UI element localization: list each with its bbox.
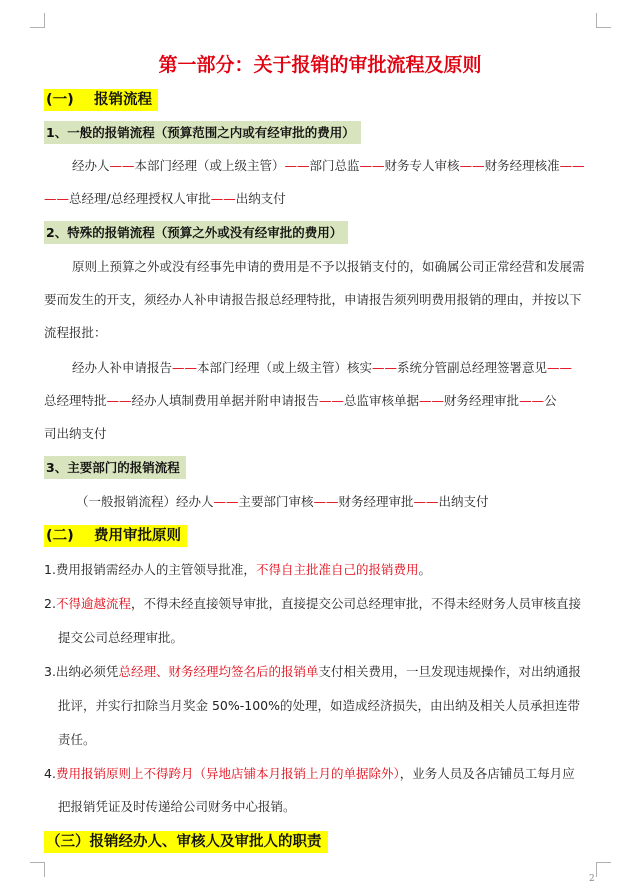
principle-number: 2. bbox=[44, 596, 56, 611]
flow-dash: —— bbox=[319, 393, 345, 408]
flow-step: 公 bbox=[544, 393, 557, 408]
principle-item-4 bbox=[44, 765, 575, 783]
flow-dash: —— bbox=[284, 158, 310, 173]
page-title: 第一部分：关于报销的审批流程及原则 bbox=[158, 54, 482, 76]
principle-emphasis: 不得自主批准自己的报销费用 bbox=[255, 562, 419, 577]
flow-step: 系统分管副总经理签署意见 bbox=[397, 360, 548, 375]
sub3-heading-row bbox=[44, 459, 186, 477]
flow-step: 经办人 bbox=[72, 158, 110, 173]
flow-step: 总经理/总经理授权人审批 bbox=[69, 191, 211, 206]
section2-heading: (二) 费用审批原则 bbox=[44, 525, 187, 547]
flow-dash: —— bbox=[172, 360, 198, 375]
flow-dash: —— bbox=[413, 494, 439, 509]
flow-step: 经办人填制费用单据并附申请报告 bbox=[131, 393, 320, 408]
flow-dash: —— bbox=[44, 191, 69, 206]
section1-heading-row bbox=[44, 91, 158, 109]
flow-dash: —— bbox=[547, 360, 573, 375]
section2-heading-row bbox=[44, 527, 187, 545]
principle-item-4-cont: 把报销凭证及时传递给公司财务中心报销。 bbox=[58, 799, 296, 814]
principle-item-3 bbox=[44, 663, 581, 681]
crop-mark-bottom-left bbox=[30, 862, 45, 877]
flow-dash: —— bbox=[313, 494, 339, 509]
principle-text: 1.费用报销需经办人的主管领导批准， bbox=[44, 562, 256, 577]
special-para-line-3: 流程报批： bbox=[44, 325, 107, 340]
flow-step: 出纳支付 bbox=[235, 191, 286, 206]
crop-mark-bottom-right bbox=[596, 862, 611, 877]
section1-heading: (一) 报销流程 bbox=[44, 89, 158, 111]
flow-step: 经办人补申请报告 bbox=[72, 360, 173, 375]
crop-mark-top-right bbox=[596, 13, 611, 28]
flow-dash: —— bbox=[109, 158, 135, 173]
flow-step: 财务经理审批 bbox=[338, 494, 414, 509]
flow-step: 部门总监 bbox=[309, 158, 360, 173]
principle-item-3-cont-2: 责任。 bbox=[58, 732, 96, 747]
flow-step: 财务专人审核 bbox=[384, 158, 460, 173]
principle-text: 支付相关费用，一旦发现违规操作，对出纳通报 bbox=[318, 664, 581, 679]
principle-item-2 bbox=[44, 595, 581, 613]
principle-text: ，不得未经直接领导审批，直接提交公司总经理审批，不得未经财务人员审核直接 bbox=[130, 596, 581, 611]
section3-heading-row bbox=[44, 833, 328, 851]
crop-mark-top-left bbox=[30, 13, 45, 28]
principle-emphasis: 不得逾越流程 bbox=[55, 596, 131, 611]
flow-step: 财务经理审批 bbox=[444, 393, 520, 408]
flow-step: 主要部门审核 bbox=[238, 494, 314, 509]
flow-dash: —— bbox=[210, 191, 236, 206]
principle-number: 4. bbox=[44, 766, 56, 781]
flow-dash: —— bbox=[106, 393, 132, 408]
special-flow-line-3: 司出纳支付 bbox=[44, 426, 107, 441]
principle-text: 3.出纳必须凭 bbox=[44, 664, 119, 679]
flow-dash: —— bbox=[419, 393, 445, 408]
flow-step: 本部门经理（或上级主管）核实 bbox=[197, 360, 373, 375]
special-para-line-1: 原则上预算之外或没有经事先申请的费用是不予以报销支付的，如确属公司正常经营和发展需 bbox=[72, 259, 585, 274]
flow-step: 财务经理核准 bbox=[484, 158, 560, 173]
flow-step: 本部门经理（或上级主管） bbox=[134, 158, 285, 173]
flow-dash: —— bbox=[459, 158, 485, 173]
flow-dash: —— bbox=[559, 158, 585, 173]
special-flow-line-2 bbox=[44, 392, 557, 410]
sub3-heading: 3、主要部门的报销流程 bbox=[44, 456, 186, 479]
flow-dash: —— bbox=[372, 360, 398, 375]
principle-item-2-cont: 提交公司总经理审批。 bbox=[58, 630, 184, 645]
special-para-line-2: 要而发生的开支，须经办人补申请报告报总经理特批，申请报告须列明费用报销的理由，并按以下 bbox=[44, 292, 582, 307]
flow-dash: —— bbox=[213, 494, 239, 509]
flow-step: 总经理特批 bbox=[44, 393, 107, 408]
sub1-heading-row bbox=[44, 124, 361, 142]
flow-dash: —— bbox=[519, 393, 545, 408]
flow-dash: —— bbox=[359, 158, 385, 173]
sub1-heading: 1、一般的报销流程（预算范围之内或有经审批的费用） bbox=[44, 121, 361, 144]
principle-emphasis: 费用报销原则上不得跨月（异地店铺本月报销上月的单据除外） bbox=[55, 766, 400, 781]
sub2-heading: 2、特殊的报销流程（预算之外或没有经审批的费用） bbox=[44, 221, 348, 244]
page-number: 2 bbox=[589, 874, 595, 884]
principle-item-3-cont-1: 批评，并实行扣除当月奖金 50%-100%的处理，如造成经济损失，由出纳及相关人员承担连带 bbox=[58, 698, 581, 713]
flow-step: 出纳支付 bbox=[438, 494, 489, 509]
special-flow-line-1 bbox=[72, 359, 572, 377]
flow-step: （一般报销流程）经办人 bbox=[76, 494, 214, 509]
general-flow-line-1 bbox=[72, 157, 585, 175]
principle-text: 。 bbox=[418, 562, 431, 577]
principle-item-1 bbox=[44, 561, 431, 579]
principle-emphasis: 总经理、财务经理均签名后的报销单 bbox=[118, 664, 319, 679]
main-dept-flow-line bbox=[76, 493, 489, 511]
section3-heading: （三）报销经办人、审核人及审批人的职责 bbox=[44, 831, 328, 853]
sub2-heading-row bbox=[44, 224, 348, 242]
principle-text: ，业务人员及各店铺员工每月应 bbox=[399, 766, 575, 781]
general-flow-line-2 bbox=[44, 190, 286, 208]
flow-step: 总监审核单据 bbox=[344, 393, 420, 408]
